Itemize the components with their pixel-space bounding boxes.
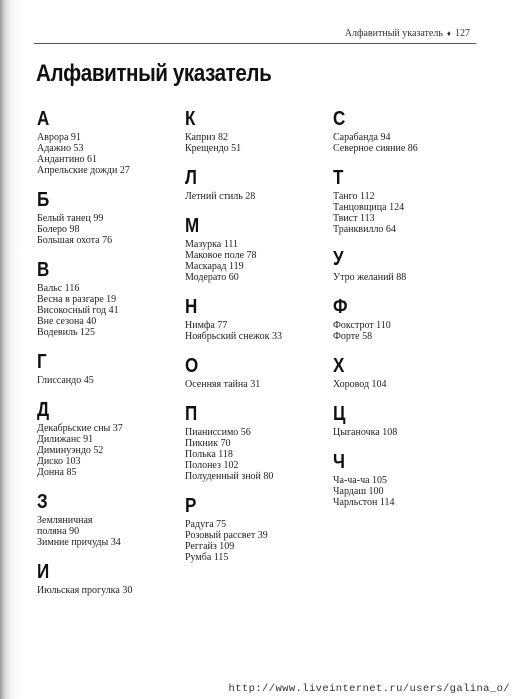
section-letter: Ч bbox=[333, 451, 345, 473]
index-column-1 bbox=[37, 108, 177, 609]
section-letter: С bbox=[333, 108, 346, 130]
index-entry: Осенняя тайна 31 bbox=[185, 379, 261, 390]
index-entry: Донна 85 bbox=[37, 467, 77, 478]
index-entry: Утро желаний 88 bbox=[333, 272, 407, 283]
section-letter: Н bbox=[185, 296, 198, 318]
index-entry: Форте 58 bbox=[333, 331, 373, 342]
index-entry: Диминуэндо 52 bbox=[37, 445, 104, 456]
index-entry: Ча-ча-ча 105 bbox=[333, 475, 388, 486]
index-section bbox=[333, 296, 473, 342]
index-entry: Полька 118 bbox=[185, 449, 233, 460]
page-title: Алфавитный указатель bbox=[36, 60, 272, 87]
section-letter: Р bbox=[185, 495, 197, 517]
section-letter: Ц bbox=[333, 403, 346, 425]
index-entry: Ноябрьский снежок 33 bbox=[185, 331, 283, 342]
header-section-title: Алфавитный указатель bbox=[344, 28, 443, 39]
index-column-3 bbox=[333, 108, 473, 521]
section-letter: Х bbox=[333, 355, 345, 377]
index-entry: Сарабанда 94 bbox=[333, 132, 391, 143]
section-letter: Л bbox=[185, 167, 197, 189]
section-letter: Б bbox=[37, 189, 50, 211]
index-entry: Радуга 75 bbox=[185, 519, 227, 530]
index-column-2 bbox=[185, 108, 325, 576]
index-entry: Аврора 91 bbox=[37, 132, 81, 143]
index-entry: Северное сияние 86 bbox=[333, 143, 418, 154]
index-section bbox=[37, 108, 177, 176]
index-entry: Чардаш 100 bbox=[333, 486, 384, 497]
index-entry: Июльская прогулка 30 bbox=[37, 585, 133, 596]
index-entry: Водевиль 125 bbox=[37, 327, 96, 338]
section-letter: Д bbox=[37, 399, 50, 421]
section-letter: О bbox=[185, 355, 199, 377]
index-entry: Модерато 60 bbox=[185, 272, 239, 283]
index-section bbox=[333, 355, 473, 390]
section-letter: П bbox=[185, 403, 198, 425]
index-section bbox=[333, 451, 473, 508]
index-entry: Хоровод 104 bbox=[333, 379, 387, 390]
index-section bbox=[37, 189, 177, 246]
section-letter: З bbox=[37, 491, 48, 513]
index-entry: Маскарад 119 bbox=[185, 261, 244, 272]
index-section bbox=[185, 296, 325, 342]
index-entry: Маковое поле 78 bbox=[185, 250, 257, 261]
index-entry: Декабрьские сны 37 bbox=[37, 423, 123, 434]
index-entry: Дилижанс 91 bbox=[37, 434, 94, 445]
index-entry: Розовый рассвет 39 bbox=[185, 530, 268, 541]
index-section bbox=[185, 403, 325, 482]
index-entry: Фокстрот 110 bbox=[333, 320, 391, 331]
section-letter: И bbox=[37, 561, 50, 583]
index-entry: Твист 113 bbox=[333, 213, 375, 224]
header-rule bbox=[34, 43, 476, 44]
index-entry: Крещендо 51 bbox=[185, 143, 242, 154]
page-number: 127 bbox=[455, 28, 470, 39]
index-section bbox=[185, 355, 325, 390]
index-entry: Большая охота 76 bbox=[37, 235, 113, 246]
index-entry: Андантино 61 bbox=[37, 154, 98, 165]
index-section bbox=[333, 248, 473, 283]
index-entry: Пикник 70 bbox=[185, 438, 231, 449]
index-entry: Вне сезона 40 bbox=[37, 316, 97, 327]
index-entry: Полуденный зной 80 bbox=[185, 471, 274, 482]
index-section bbox=[333, 108, 473, 154]
section-letter: А bbox=[37, 108, 50, 130]
index-entry: Болеро 98 bbox=[37, 224, 80, 235]
section-letter: Т bbox=[333, 167, 344, 189]
index-entry: Каприз 82 bbox=[185, 132, 228, 143]
index-entry: Танго 112 bbox=[333, 191, 375, 202]
index-entry: Вальс 116 bbox=[37, 283, 80, 294]
index-entry: Полонез 102 bbox=[185, 460, 239, 471]
section-letter: Г bbox=[37, 351, 47, 373]
index-entry: Цыганочка 108 bbox=[333, 427, 398, 438]
index-entry: Чарльстон 114 bbox=[333, 497, 395, 508]
index-entry: Диско 103 bbox=[37, 456, 81, 467]
index-entry: Весна в разгаре 19 bbox=[37, 294, 117, 305]
index-section bbox=[37, 561, 177, 596]
index-entry: Мазурка 111 bbox=[185, 239, 238, 250]
index-entry: Реггайз 109 bbox=[185, 541, 235, 552]
index-entry: Адажио 53 bbox=[37, 143, 84, 154]
section-letter: М bbox=[185, 215, 200, 237]
index-section bbox=[37, 491, 177, 548]
watermark-url: http://www.liveinternet.ru/users/galina_o/ bbox=[228, 683, 510, 695]
index-entry: Глиссандо 45 bbox=[37, 375, 94, 386]
index-entry: Нимфа 77 bbox=[185, 320, 228, 331]
index-entry: Танцовщица 124 bbox=[333, 202, 405, 213]
index-entry: поляна 90 bbox=[37, 526, 80, 537]
section-letter: В bbox=[37, 259, 50, 281]
index-entry: Пианиссимо 56 bbox=[185, 427, 251, 438]
index-entry: Летний стиль 28 bbox=[185, 191, 256, 202]
index-entry: Транквилло 64 bbox=[333, 224, 396, 235]
index-section bbox=[185, 108, 325, 154]
index-entry: Зимние причуды 34 bbox=[37, 537, 121, 548]
index-section bbox=[333, 167, 473, 235]
index-section bbox=[37, 399, 177, 478]
index-section bbox=[333, 403, 473, 438]
index-entry: Румба 115 bbox=[185, 552, 229, 563]
index-entry: Белый танец 99 bbox=[37, 213, 104, 224]
index-entry: Земляничная bbox=[37, 515, 93, 526]
section-letter: У bbox=[333, 248, 344, 270]
index-entry: Високосный год 41 bbox=[37, 305, 119, 316]
diamond-separator-icon: ♦ bbox=[446, 29, 451, 38]
index-entry: Апрельские дожди 27 bbox=[37, 165, 130, 176]
index-section bbox=[185, 167, 325, 202]
section-letter: К bbox=[185, 108, 196, 130]
index-section bbox=[37, 259, 177, 338]
index-section bbox=[185, 215, 325, 283]
section-letter: Ф bbox=[333, 296, 348, 318]
index-section bbox=[185, 495, 325, 563]
running-header bbox=[345, 28, 470, 39]
index-section bbox=[37, 351, 177, 386]
